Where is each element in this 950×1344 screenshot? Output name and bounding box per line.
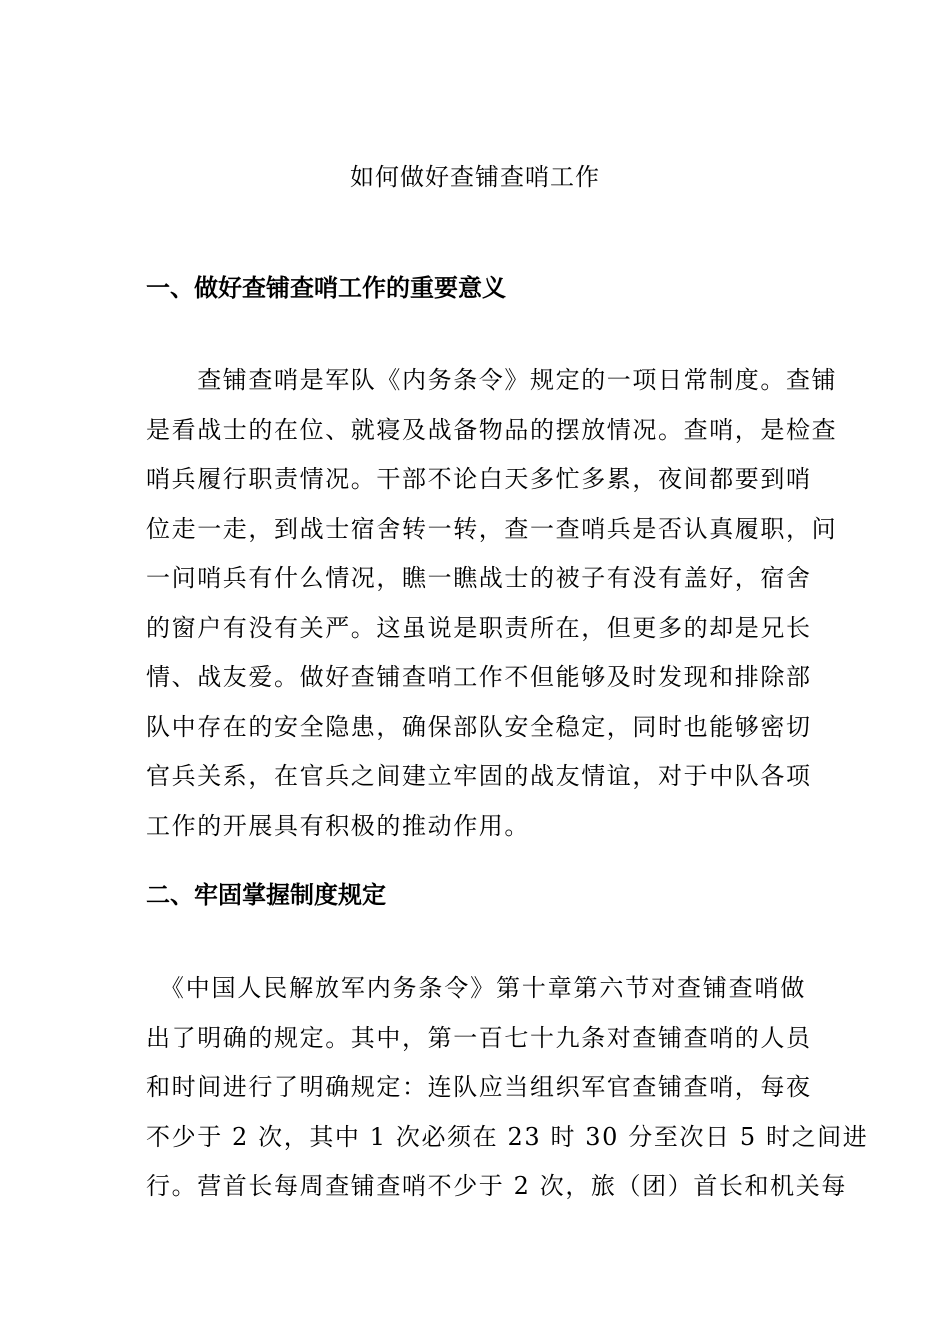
paragraph-line: 工作的开展具有积极的推动作用。 [146,811,530,840]
paragraph-line: 位走一走，到战士宿舍转一转，查一查哨兵是否认真履职，问 [146,514,838,543]
paragraph-line: 哨兵履行职责情况。干部不论白天多忙多累，夜间都要到哨 [146,465,812,493]
paragraph-line: 查铺查哨是军队《内务条令》规定的一项日常制度。查铺 [146,366,838,394]
section-paragraph [146,964,869,1212]
paragraph-line: 不少于 2 次，其中 1 次必须在 23 时 30 分至次日 5 时之间进 [146,1122,869,1151]
paragraph-line: 和时间进行了明确规定：连队应当组织军官查铺查哨，每夜 [146,1073,812,1101]
paragraph-line: 官兵关系，在官兵之间建立牢固的战友情谊，对于中队各项 [146,762,812,790]
paragraph-line: 《中国人民解放军内务条令》第十章第六节对查铺查哨做 [146,974,806,1002]
paragraph-line: 一问哨兵有什么情况，瞧一瞧战士的被子有没有盖好，宿舍 [146,564,812,592]
section-heading: 一、做好查铺查哨工作的重要意义 [146,274,506,302]
document-title: 如何做好查铺查哨工作 [350,163,600,191]
paragraph-line: 队中存在的安全隐患，确保部队安全稳定，同时也能够密切 [146,712,812,741]
section-paragraph [146,356,838,851]
paragraph-line: 出了明确的规定。其中，第一百七十九条对查铺查哨的人员 [146,1023,812,1052]
paragraph-line: 情、战友爱。做好查铺查哨工作不但能够及时发现和排除部 [146,663,812,691]
section-heading: 二、牢固掌握制度规定 [146,881,386,909]
paragraph-line: 行。营首长每周查铺查哨不少于 2 次，旅（团）首长和机关每 [146,1172,847,1200]
paragraph-line: 是看战士的在位、就寝及战备物品的摆放情况。查哨，是检查 [146,415,838,444]
paragraph-line: 的窗户有没有关严。这虽说是职责所在，但更多的却是兄长 [146,613,812,642]
